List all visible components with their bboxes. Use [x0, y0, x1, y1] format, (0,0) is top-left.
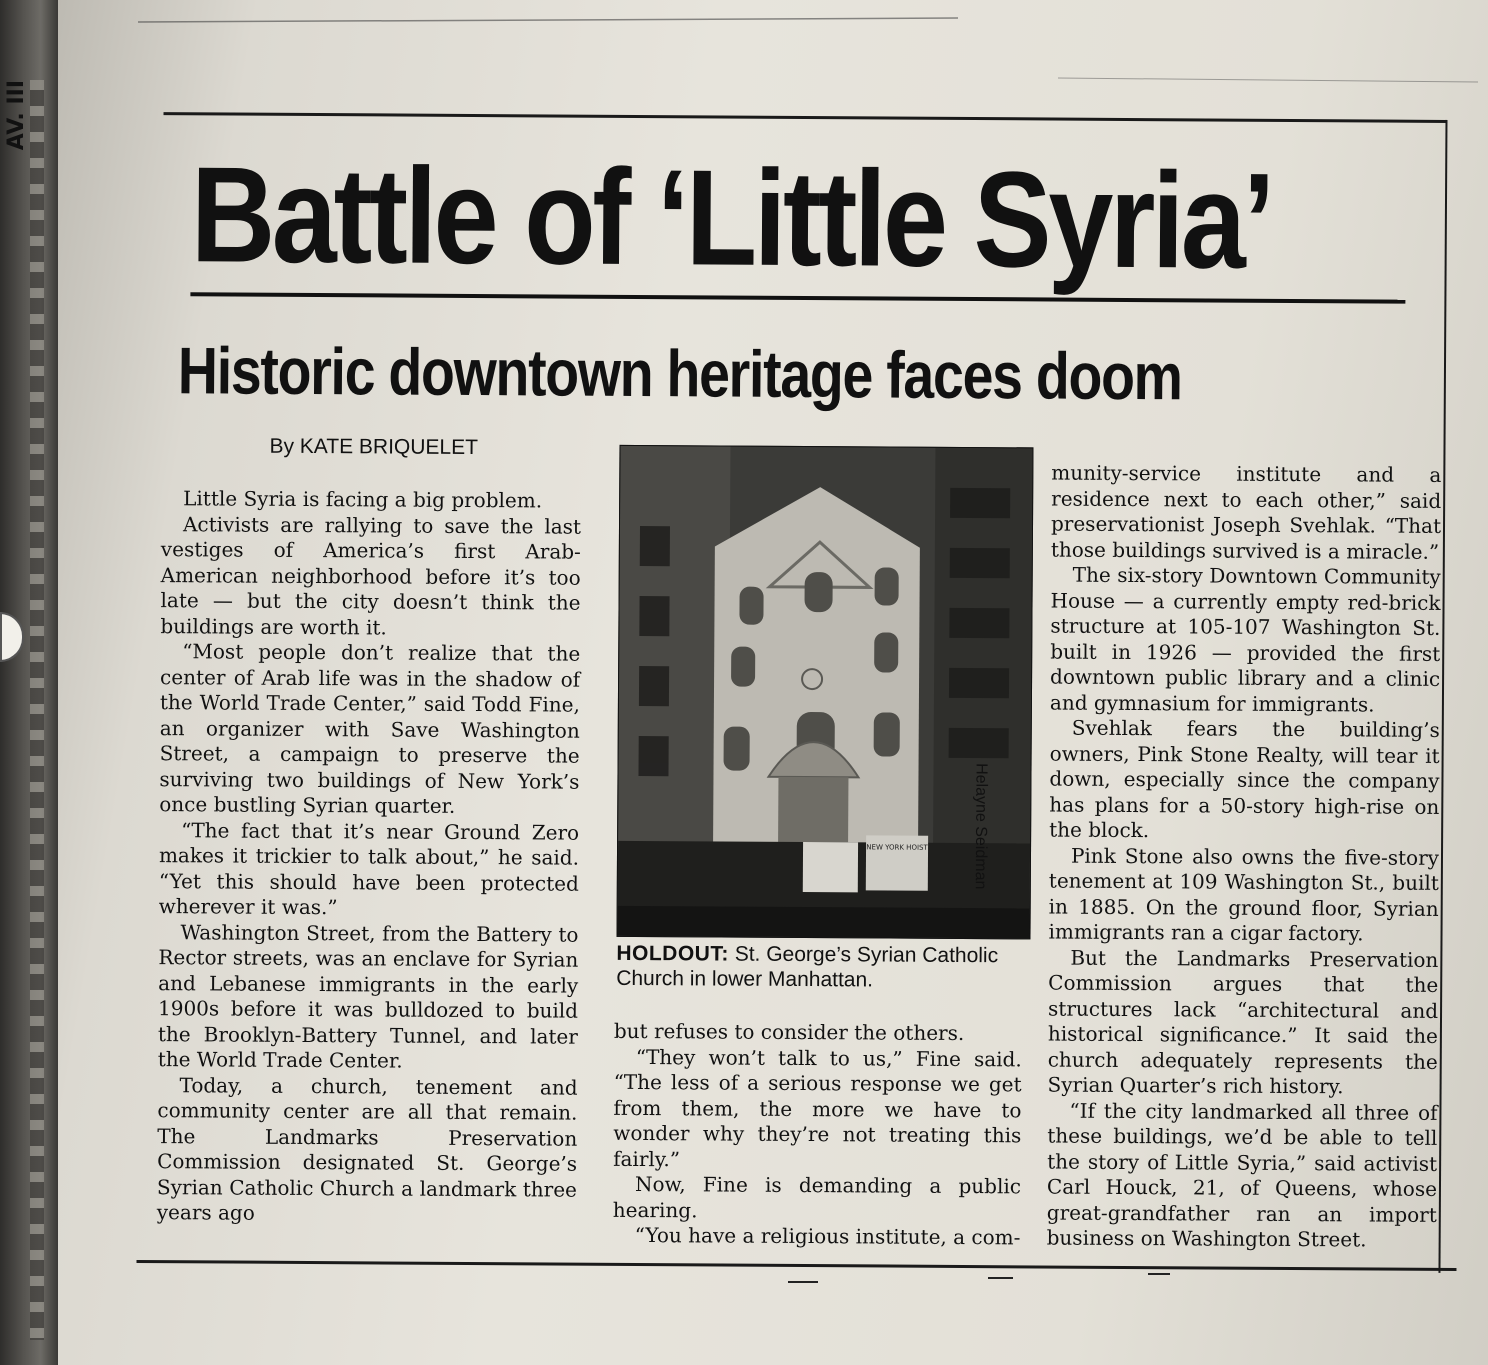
paragraph: munity-service institute and a residence next to each other,” said preservationist Joseph Svehlak. “That those buildings survived is a miracle.” — [1050, 460, 1442, 564]
paragraph: Washington Street, from the Battery to Rector streets, was an enclave for Syrian and Lebanese immigrants in the early 1900s before it was bulldozed to build the Brooklyn-Battery Tunnel, and later the World Trade Center. — [157, 919, 579, 1073]
paragraph: The six-story Downtown Community House — a currently empty red-brick structure at 105-107 Washington St. built in 1926 — provided the first downtown public library and a clinic and gymnasium for immigrants. — [1049, 562, 1441, 717]
paragraph: Pink Stone also owns the five-story tenement at 109 Washington St., built in 1885. On the ground floor, Syrian immigrants ran a cigar factory. — [1048, 843, 1440, 946]
binder-ring — [0, 612, 24, 662]
binder-spine — [0, 0, 58, 1365]
headline: Battle of ‘Little Syria’ — [190, 138, 1273, 297]
paragraph: Now, Fine is demanding a public hearing. — [612, 1171, 1022, 1222]
paragraph: “If the city landmarked all three of these buildings, we’d be able to tell the story of Little Syria,” said activist Carl Houck, 21, of Queens, whose great-grandfather ran an import business on Washington Street. — [1046, 1098, 1438, 1252]
caption-kicker: HOLDOUT: — [616, 941, 729, 966]
paragraph: Svehlak fears the building’s owners, Pink Stone Realty, will tear it down, especially since the company has plans for a 50-story high-rise on the block. — [1049, 715, 1440, 843]
margin-text: AV. III — [4, 80, 29, 151]
paragraph: Activists are rallying to save the last vestiges of America’s first Arab-American neighborhood before it’s too late — but the city doesn’t think the buildings are worth it. — [160, 511, 582, 639]
photo-caption — [616, 941, 1028, 994]
column-1 — [157, 486, 582, 1228]
column-2 — [613, 1019, 1022, 1251]
newspaper-page — [58, 0, 1488, 1365]
paragraph: but refuses to consider the others. — [613, 1018, 965, 1046]
paragraph: “Most people don’t realize that the center of Arab life was in the shadow of the World Trade Center,” said Todd Fine, an organizer with Save Washington Street, a campaign to preserve the surviving two buildings of New York’s once bustling Syrian quarter. — [159, 639, 581, 818]
article-clipping — [156, 112, 1445, 1270]
byline: By KATE BRIQUELET — [269, 434, 479, 460]
photo-credit: Helayne Seidman — [971, 763, 990, 890]
binder-holes — [30, 80, 44, 1340]
sign-text: NEW YORK HOIST — [866, 843, 928, 852]
caption-text: St. George’s Syrian Catholic Church in lower Manhattan. — [616, 942, 999, 992]
column-3 — [1047, 461, 1442, 1254]
paragraph: “You have a religious institute, a com- — [634, 1222, 1021, 1250]
paragraph: “They won’t talk to us,” Fine said. “The less of a serious response we get from them, the more we have to wonder why they’re not treating this fairly.” — [613, 1044, 1022, 1171]
paragraph: “The fact that it’s near Ground Zero makes it trickier to talk about,” he said. “Yet this should have been protected wherever it was.” — [158, 817, 580, 920]
paragraph: Today, a church, tenement and community center are all that remain. The Landmarks Preservation Commission designated St. George’s Syrian Catholic Church a landmark three years ago — [156, 1072, 578, 1225]
paragraph: Little Syria is facing a big problem. — [183, 486, 543, 513]
paragraph: But the Landmarks Preservation Commission argues that the structures lack “architectural and historical significance.” It said the church adequately represents the Syrian Quarter’s rich history. — [1047, 945, 1439, 1099]
subheadline: Historic downtown heritage faces doom — [177, 333, 1182, 414]
